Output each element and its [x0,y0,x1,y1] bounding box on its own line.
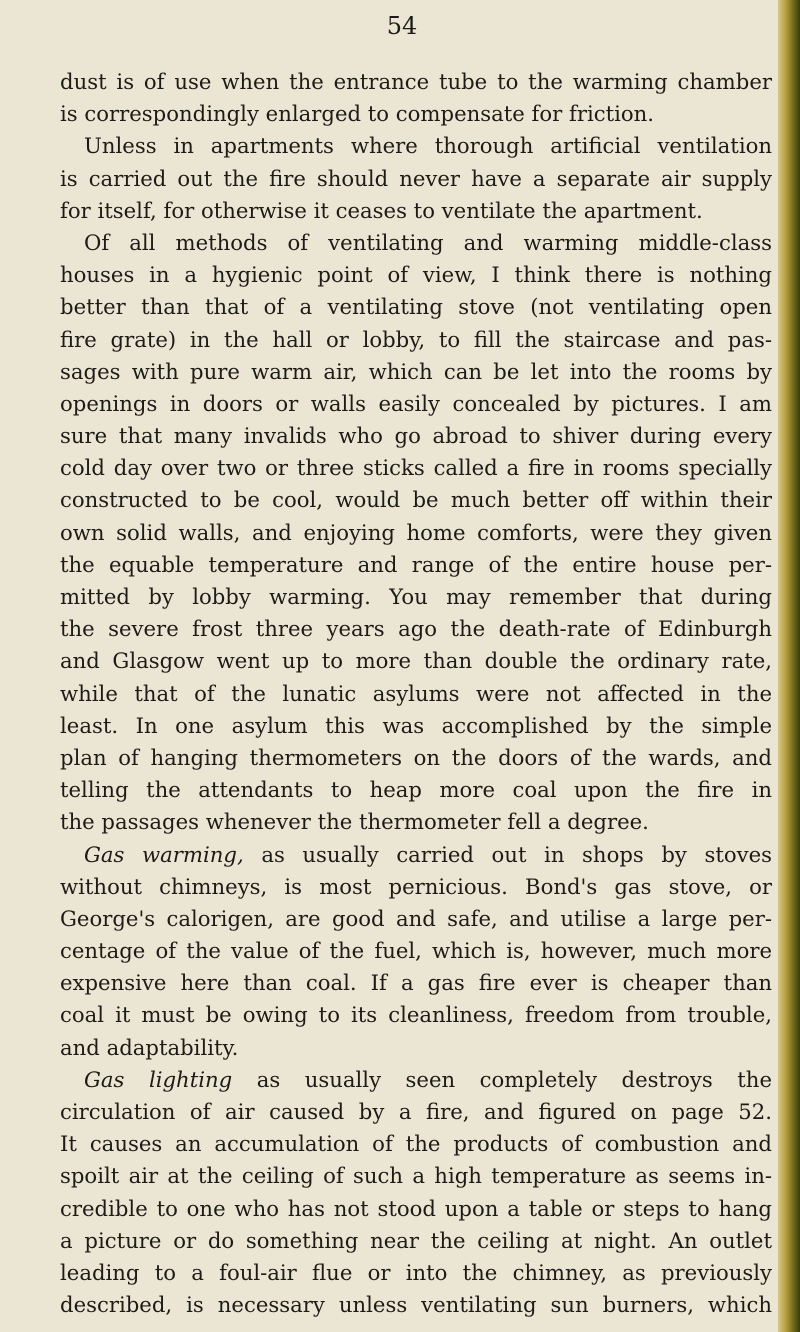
line-text: is carried out the fire should never have a separate air supply [60,165,772,191]
text-line [60,613,772,645]
line-text: while that of the lunatic asylums were not affected in the [60,680,772,706]
text-line [60,1096,772,1128]
text-line [60,774,772,806]
line-text: cold day over two or three sticks called a fire in rooms specially [60,455,772,481]
text-line [60,388,772,420]
text-line [60,420,772,452]
line-text: leading to a foul-air flue or into the chimney, as previously [60,1259,772,1285]
text-line [60,742,772,774]
text-line [60,903,772,935]
text-line [60,484,772,516]
italic-run-in-heading: Gas lighting [84,1066,233,1092]
line-text: as usually carried out in shops by stoves [243,841,772,867]
line-text: telling the attendants to heap more coal upon the fire in [60,777,772,803]
text-line [60,935,772,967]
text-line [60,549,772,581]
line-text: sure that many invalids who go abroad to shiver during every [60,423,772,449]
line-text: plan of hanging thermometers on the doors of the wards, and [60,744,772,770]
line-text: without chimneys, is most pernicious. Bond's gas stove, or [60,873,772,899]
line-text: spoilt air at the ceiling of such a high temperature as seems in- [60,1163,772,1189]
line-text: and Glasgow went up to more than double the ordinary rate, [60,648,772,674]
text-line [60,1193,772,1225]
text-line [60,1032,772,1064]
line-text: as usually seen completely destroys the [232,1066,772,1092]
line-text: fire grate) in the hall or lobby, to fill the staircase and pas- [60,326,772,352]
line-text: better than that of a ventilating stove (not ventilating open [60,294,772,320]
text-line [60,163,772,195]
text-line [60,195,772,227]
line-text: for itself, for otherwise it ceases to ventilate the apartment. [60,197,703,223]
text-line [60,1128,772,1160]
line-text: Of all methods of ventilating and warming middle-class [84,229,772,255]
line-text: is correspondingly enlarged to compensate for friction. [60,101,655,127]
text-line [60,130,772,162]
text-line [60,452,772,484]
text-line [60,291,772,323]
text-line [60,999,772,1031]
line-text: circulation of air caused by a fire, and figured on page 52. [60,1099,772,1124]
page-binding-edge [778,0,800,1332]
line-text: least. In one asylum this was accomplished by the simple [60,712,772,738]
line-text: George's calorigen, are good and safe, and utilise a large per- [60,905,772,931]
text-line [60,710,772,742]
text-line [60,259,772,291]
line-text: the severe frost three years ago the death-rate of Edinburgh [60,616,772,642]
body-text [60,66,772,1321]
line-text: constructed to be cool, would be much better off within their [60,487,772,513]
text-line [60,1160,772,1192]
line-text: sages with pure warm air, which can be let into the rooms by [60,358,772,384]
text-line [60,1064,772,1096]
line-text: It causes an accumulation of the products of combustion and [60,1131,772,1157]
line-text: dust is of use when the entrance tube to the warming chamber [60,69,772,94]
line-text: openings in doors or walls easily concealed by pictures. I am [60,390,772,416]
line-text: own solid walls, and enjoying home comforts, were they given [60,519,772,545]
text-line [60,581,772,613]
text-line [60,1225,772,1257]
text-line [60,839,772,871]
line-text: the passages whenever the thermometer fell a degree. [60,809,649,835]
text-line [60,967,772,999]
line-text: a picture or do something near the ceiling at night. An outlet [60,1227,772,1253]
line-text: and adaptability. [60,1034,239,1060]
line-text: expensive here than coal. If a gas fire ever is cheaper than [60,970,772,996]
text-line [60,1289,772,1321]
line-text: houses in a hygienic point of view, I think there is nothing [60,262,772,288]
line-text: Unless in apartments where thorough artificial ventilation [84,133,772,159]
line-text: centage of the value of the fuel, which is, however, much more [60,938,772,964]
line-text: mitted by lobby warming. You may remember that during [60,584,772,609]
text-line [60,678,772,710]
text-line [60,517,772,549]
line-text: described, is necessary unless ventilating sun burners, which [60,1292,772,1318]
line-text: credible to one who has not stood upon a table or steps to hang [60,1195,772,1221]
text-line [60,871,772,903]
text-line [60,66,772,98]
text-line [60,98,772,130]
text-line [60,227,772,259]
text-line [60,324,772,356]
line-text: coal it must be owing to its cleanliness, freedom from trouble, [60,1002,772,1028]
italic-run-in-heading: Gas warming, [84,841,244,867]
text-line [60,806,772,838]
text-line [60,356,772,388]
text-line [60,645,772,677]
line-text: the equable temperature and range of the entire house per- [60,551,772,577]
page-number: 54 [386,12,418,40]
text-line [60,1257,772,1289]
